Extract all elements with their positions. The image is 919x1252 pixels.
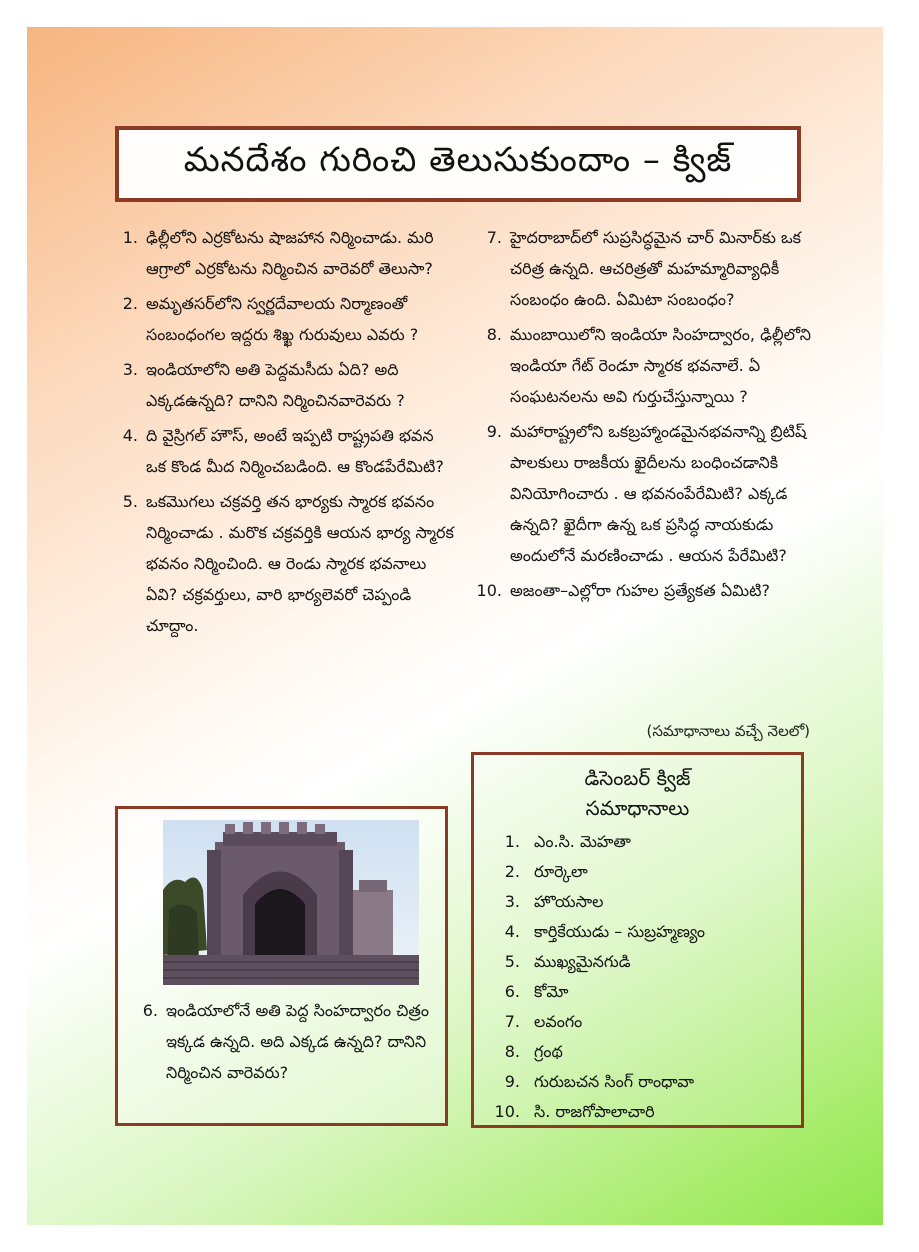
answer-item bbox=[488, 1037, 788, 1067]
question-item bbox=[112, 288, 457, 350]
answer-item bbox=[488, 887, 788, 917]
answer-text: హొయసాల bbox=[534, 892, 604, 911]
answer-number: 8. bbox=[504, 1042, 520, 1061]
question-item bbox=[470, 575, 815, 606]
answers-list bbox=[488, 827, 788, 1127]
answer-text: కోమో bbox=[534, 982, 569, 1001]
answer-text: గురుబచన సింగ్ రాంధావా bbox=[534, 1072, 694, 1091]
question-item bbox=[470, 319, 815, 412]
december-answers-box bbox=[471, 752, 804, 1128]
question-number: 4. bbox=[122, 426, 138, 445]
question-item bbox=[470, 222, 815, 315]
answer-number: 1. bbox=[504, 832, 520, 851]
answer-text: కార్తికేయుడు – సుబ్రహ్మణ్యం bbox=[534, 922, 706, 941]
answer-item bbox=[488, 947, 788, 977]
question-text: ముంబాయిలోని ఇండియా సింహద్వారం, ఢిల్లీలోని ఇండియా గేట్ రెండూ స్మారక భవనాలే. ఏ సంఘటనలను అవి గుర్తుచేస్తున్నాయి ? bbox=[510, 325, 811, 406]
answer-number: 7. bbox=[504, 1012, 520, 1031]
answer-item bbox=[488, 857, 788, 887]
answers-title-line1: డిసెంబర్ క్విజ్ bbox=[584, 766, 691, 790]
answer-text: ముఖ్యమైనగుడి bbox=[534, 952, 631, 971]
question-item bbox=[112, 420, 457, 482]
photo-question-box bbox=[115, 806, 448, 1126]
question-number: 1. bbox=[122, 228, 138, 247]
answers-next-month-note: (సమాధానాలు వచ్చే నెలలో) bbox=[646, 722, 810, 740]
question-number: 2. bbox=[122, 294, 138, 313]
answer-item bbox=[488, 1067, 788, 1097]
answer-number: 2. bbox=[504, 862, 520, 881]
questions-right-column bbox=[470, 222, 815, 610]
question-number: 8. bbox=[486, 325, 502, 344]
answer-item bbox=[488, 917, 788, 947]
title-box bbox=[115, 126, 801, 202]
answers-title-line2: సమాధానాలు bbox=[585, 796, 690, 820]
question-text: అమృతసర్‌లోని స్వర్ణదేవాలయ నిర్మాణంతో సంబంధంగల ఇద్దరు శిఖ్ఖ గురువులు ఎవరు ? bbox=[146, 294, 419, 344]
gateway-photo bbox=[163, 820, 419, 985]
answer-number: 3. bbox=[504, 892, 520, 911]
answer-number: 4. bbox=[504, 922, 520, 941]
answer-item bbox=[488, 1097, 788, 1127]
question-item bbox=[112, 486, 457, 641]
question-number: 9. bbox=[486, 422, 502, 441]
question-text: ఢిల్లీలోని ఎర్రకోటను షాజహాన నిర్మించాడు. మరి ఆగ్రాలో ఎర్రకోటను నిర్మించిన వారెవరో తెలుసా? bbox=[146, 228, 434, 278]
question-number: 5. bbox=[122, 492, 138, 511]
answer-item bbox=[488, 1007, 788, 1037]
question-number: 10. bbox=[476, 581, 502, 600]
question-text: అజంతా–ఎల్లోరా గుహల ప్రత్యేకత ఏమిటి? bbox=[510, 581, 770, 600]
answer-text: రూర్కెలా bbox=[534, 862, 588, 881]
answer-text: గ్రంథ bbox=[534, 1042, 563, 1061]
question-item bbox=[112, 222, 457, 284]
answer-text: సి. రాజగోపాలాచారి bbox=[534, 1102, 655, 1121]
answer-number: 5. bbox=[504, 952, 520, 971]
answer-number: 9. bbox=[504, 1072, 520, 1091]
answer-text: లవంగం bbox=[534, 1012, 583, 1031]
answer-item bbox=[488, 977, 788, 1007]
buland-darwaza-image bbox=[163, 820, 419, 985]
page-title: మనదేశం గురించి తెలుసుకుందాం – క్విజ్ bbox=[183, 140, 733, 180]
question-text: ఇండియాలోనే అతి పెద్ద సింహద్వారం చిత్రం ఇక్కడ ఉన్నది. అది ఎక్కడ ఉన్నది? దానిని నిర్మించిన వారెవరు? bbox=[166, 1001, 429, 1082]
answer-number: 10. bbox=[494, 1102, 520, 1121]
answers-title bbox=[474, 763, 801, 823]
answer-item bbox=[488, 827, 788, 857]
question-number: 7. bbox=[486, 228, 502, 247]
answer-text: ఎం.సి. మెహతా bbox=[534, 832, 631, 851]
question-number: 3. bbox=[122, 360, 138, 379]
question-text: హైదరాబాద్‌లో సుప్రసిద్ధమైన చార్ మినార్‌కు ఒక చరిత్ర ఉన్నది. ఆచరిత్రతో మహమ్మారివ్యాధికీ సంబంధం ఉంది. ఏమిటా సంబంధం? bbox=[510, 228, 802, 309]
question-number: 6. bbox=[142, 1001, 158, 1020]
question-item bbox=[470, 416, 815, 571]
question-text: ఒకమొగలు చక్రవర్తి తన భార్యకు స్మారక భవనం నిర్మించాడు . మరొక చక్రవర్తికి ఆయన భార్య స్మారక భవనం నిర్మించింది. ఆ రెండు స్మారక భవనాలు ఏవి? చక్రవర్తులు, వారి భార్యలెవరో చెప్పండి చూద్దాం. bbox=[146, 492, 454, 635]
question-text: ఇండియాలోని అతి పెద్దమసీదు ఏది? అది ఎక్కడఉన్నది? దానిని నిర్మించినవారెవరు ? bbox=[146, 360, 405, 410]
question-text: మహారాష్ట్రలోని ఒకబ్రహ్మాండమైనభవనాన్ని బ్రిటిష్ పాలకులు రాజకీయ ఖైదీలను బంధించడానికి వినియోగించారు . ఆ భవనంపేరేమిటి? ఎక్కడ ఉన్నది? ఖైదీగా ఉన్న ఒక ప్రసిద్ధ నాయకుడు అందులోనే మరణించాడు . ఆయన పేరేమిటి? bbox=[510, 422, 807, 565]
question-text: ది వైస్రిగల్ హౌస్, అంటే ఇప్పటి రాష్ట్రపతి భవన ఒక కొండ మీద నిర్మించబడింది. ఆ కొండపేరేమిటి? bbox=[146, 426, 444, 476]
photo-question bbox=[132, 995, 442, 1088]
question-item bbox=[112, 354, 457, 416]
answer-number: 6. bbox=[504, 982, 520, 1001]
questions-left-column bbox=[112, 222, 457, 645]
